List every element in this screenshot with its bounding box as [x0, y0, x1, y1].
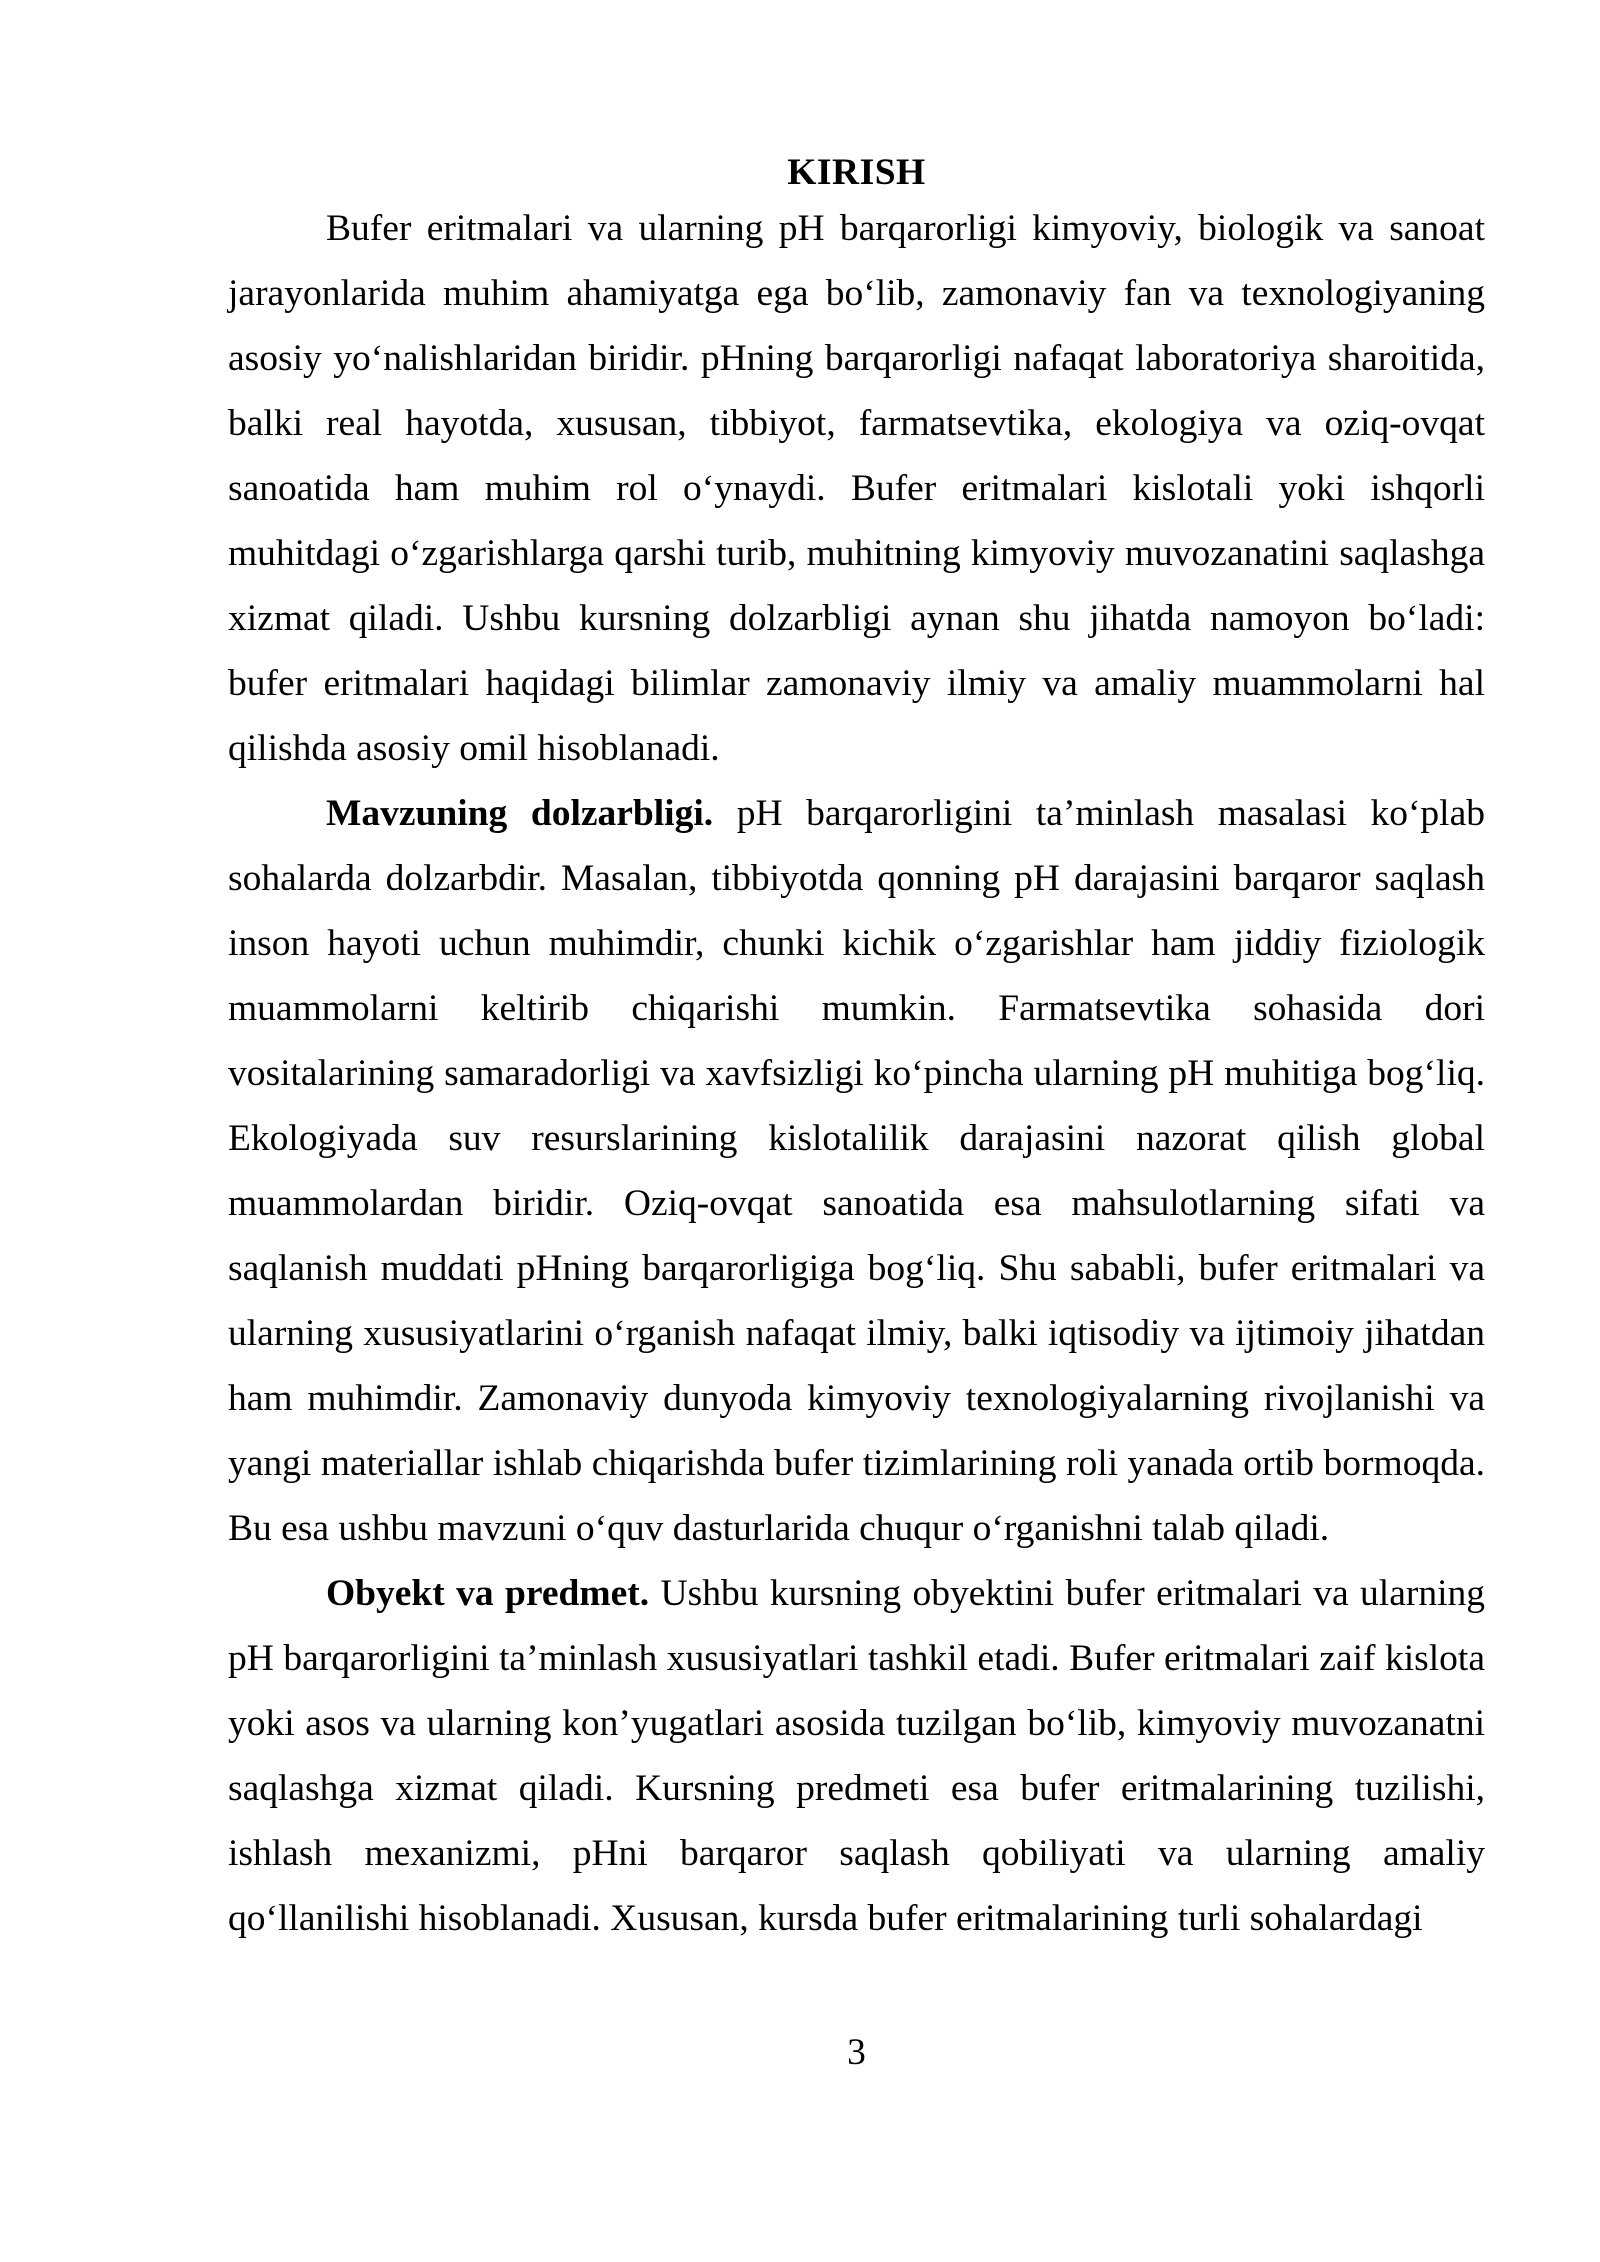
- paragraph-text: pH barqarorligini ta’minlash masalasi ko‘plab sohalarda dolzarbdir. Masalan, tibbiyotda qonning pH darajasini barqaror saqlash inson hayoti uchun muhimdir, chunki kichik o‘zgarishlar ham jiddiy fiziologik muammolarni keltirib chiqarishi mumkin. Farmatsevtika sohasida dori vositalarining samaradorligi va xavfsizligi ko‘pincha ularning pH muhitiga bog‘liq. Ekologiyada suv resurslarining kislotalilik darajasini nazorat qilish global muammolardan biridir. Oziq-ovqat sanoatida esa mahsulotlarning sifati va saqlanish muddati pHning barqarorligiga bog‘liq. Shu sababli, bufer eritmalari va ularning xususiyatlarini o‘rganish nafaqat ilmiy, balki iqtisodiy va ijtimoiy jihatdan ham muhimdir. Zamonaviy dunyoda kimyoviy texnologiyalarning rivojlanishi va yangi materiallar ishlab chiqarishda bufer tizimlarining roli yanada ortib bormoqda. Bu esa ushbu mavzuni o‘quv dasturlarida chuqur o‘rganishni talab qiladi.: [228, 793, 1486, 1549]
- paragraph-lead: Mavzuning dolzarbligi.: [326, 793, 714, 834]
- document-body: [228, 196, 1485, 1951]
- paragraph-lead: Obyekt va predmet.: [326, 1573, 650, 1614]
- document-title: KIRISH: [787, 152, 926, 193]
- paragraph-text: Ushbu kursning obyektini bufer eritmalari va ularning pH barqarorligini ta’minlash xususiyatlari tashkil etadi. Bufer eritmalari zaif kislota yoki asos va ularning kon’yugatlari asosida tuzilgan bo‘lib, kimyoviy muvozanatni saqlashga xizmat qiladi. Kursning predmeti esa bufer eritmalarining tuzilishi, ishlash mexanizmi, pHni barqaror saqlash qobiliyati va ularning amaliy qo‘llanilishi hisoblanadi. Xususan, kursda bufer eritmalarining turli sohalardagi: [228, 1573, 1485, 1939]
- paragraph: [228, 781, 1485, 1561]
- paragraph-text: Bufer eritmalari va ularning pH barqarorligi kimyoviy, biologik va sanoat jarayonlarida muhim ahamiyatga ega bo‘lib, zamonaviy fan va texnologiyaning asosiy yo‘nalishlaridan biridir. pHning barqarorligi nafaqat laboratoriya sharoitida, balki real hayotda, xususan, tibbiyot, farmatsevtika, ekologiya va oziq-ovqat sanoatida ham muhim rol o‘ynaydi. Bufer eritmalari kislotali yoki ishqorli muhitdagi o‘zgarishlarga qarshi turib, muhitning kimyoviy muvozanatini saqlashga xizmat qiladi. Ushbu kursning dolzarbligi aynan shu jihatda namoyon bo‘ladi: bufer eritmalari haqidagi bilimlar zamonaviy ilmiy va amaliy muammolarni hal qilishda asosiy omil hisoblanadi.: [228, 208, 1485, 769]
- paragraph: [228, 196, 1485, 781]
- paragraph: [228, 1561, 1485, 1951]
- page-number: 3: [847, 2032, 866, 2073]
